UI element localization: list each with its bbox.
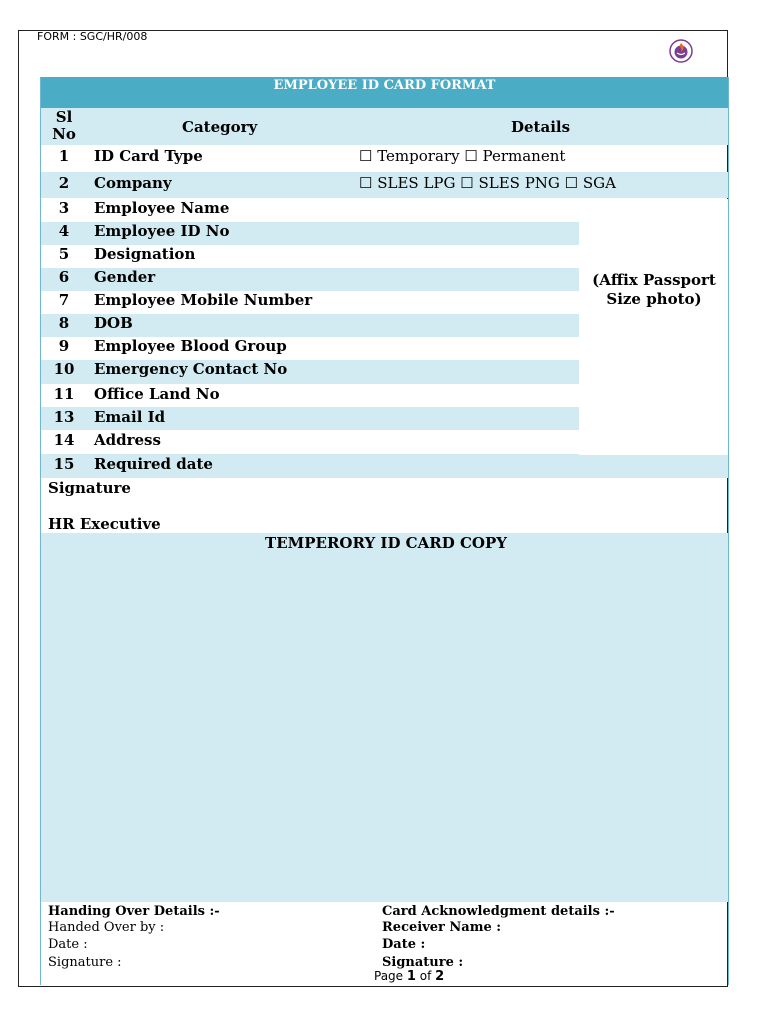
signature-label: Signature: [48, 479, 131, 497]
header-sl-no: [41, 109, 87, 143]
handing-date: Date :: [48, 937, 88, 952]
table-row: [41, 172, 728, 198]
acknowledgment-title: Card Acknowledgment details :-: [382, 904, 615, 919]
table-header: [41, 108, 728, 145]
row-number: 8: [58, 314, 70, 332]
row-category: Gender: [94, 268, 156, 286]
row-category: Required date: [94, 455, 213, 473]
passport-photo-box: [579, 199, 728, 455]
page-prefix: Page: [374, 969, 404, 983]
row-category: Email Id: [94, 408, 166, 426]
row-number: 10: [53, 360, 75, 378]
acknowledgment-signature: Signature :: [382, 955, 464, 970]
row-category: Employee Blood Group: [94, 337, 287, 355]
row-number: 2: [58, 174, 70, 192]
handing-signature: Signature :: [48, 955, 122, 970]
row-category: Employee Mobile Number: [94, 291, 313, 309]
table-row: [41, 454, 728, 478]
row-number: 1: [58, 147, 70, 165]
photo-placeholder-text: [580, 271, 728, 309]
row-category: DOB: [94, 314, 133, 332]
row-category: Designation: [94, 245, 196, 263]
page-of: of: [419, 969, 432, 983]
company-options[interactable]: ☐ SLES LPG ☐ SLES PNG ☐ SGA: [359, 174, 616, 192]
row-number: 13: [53, 408, 75, 426]
header-details: Details: [511, 118, 571, 136]
photo-line2: Size photo): [606, 290, 702, 308]
header-category: Category: [182, 118, 258, 136]
row-number: 4: [58, 222, 70, 240]
row-number: 7: [58, 291, 70, 309]
row-number: 5: [58, 245, 70, 263]
company-logo-icon: [669, 39, 693, 63]
header-sl-line2: No: [52, 125, 76, 143]
handing-over-title: Handing Over Details :-: [48, 904, 220, 919]
id-card-type-options[interactable]: ☐ Temporary ☐ Permanent: [359, 147, 566, 165]
table-row: [41, 145, 728, 172]
row-category: Emergency Contact No: [94, 360, 288, 378]
row-number: 11: [53, 385, 75, 403]
form-code: FORM : SGC/HR/008: [37, 30, 148, 43]
page-number: [374, 969, 444, 984]
row-category: Employee Name: [94, 199, 230, 217]
row-number: 15: [53, 455, 75, 473]
row-number: 3: [58, 199, 70, 217]
row-category: Address: [94, 431, 161, 449]
temporary-card-area: [41, 533, 728, 902]
row-number: 6: [58, 268, 70, 286]
row-category: ID Card Type: [94, 147, 203, 165]
row-category: Company: [94, 174, 172, 192]
row-category: Office Land No: [94, 385, 220, 403]
temporary-card-title: TEMPERORY ID CARD COPY: [265, 534, 507, 552]
acknowledgment-date: Date :: [382, 937, 426, 952]
header-sl-line1: Sl: [55, 108, 73, 126]
form-title: EMPLOYEE ID CARD FORMAT: [41, 77, 728, 108]
row-number: 9: [58, 337, 70, 355]
row-category: Employee ID No: [94, 222, 230, 240]
photo-line1: (Affix Passport: [592, 271, 716, 289]
hr-executive-label: HR Executive: [48, 515, 161, 533]
handed-over-by: Handed Over by :: [48, 920, 165, 935]
page-current: 1: [406, 969, 416, 984]
receiver-name: Receiver Name :: [382, 920, 502, 935]
row-number: 14: [53, 431, 75, 449]
page-total: 2: [435, 969, 445, 984]
